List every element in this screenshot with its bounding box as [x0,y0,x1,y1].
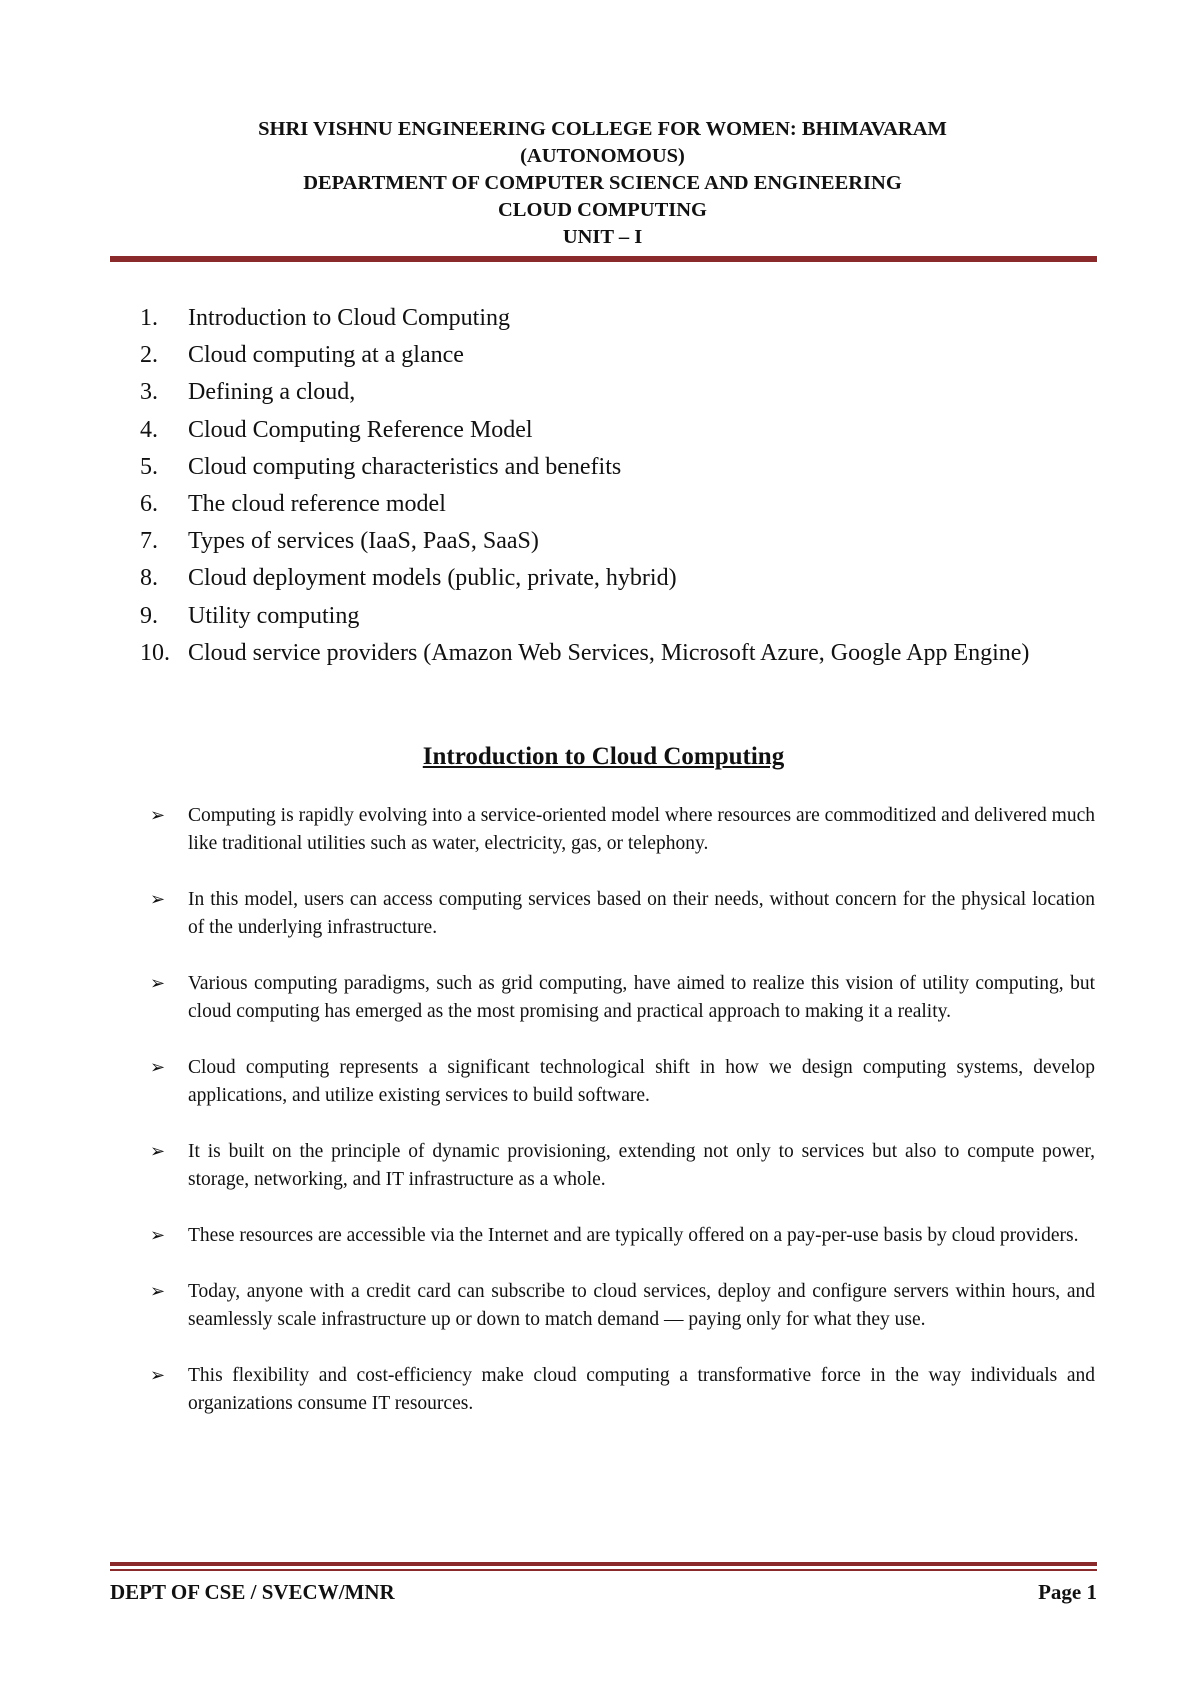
bullet-item [150,1362,1095,1418]
arrow-bullet-icon: ➢ [150,805,166,826]
topic-text: Cloud Computing Reference Model [188,416,533,443]
autonomous-label: (AUTONOMOUS) [520,145,685,167]
bullet-item [150,802,1095,858]
college-name: SHRI VISHNU ENGINEERING COLLEGE FOR WOMEN: BHIMAVARAM [258,118,947,140]
topic-number: 3. [140,379,158,406]
topic-item [140,412,1095,449]
topic-text: Defining a cloud, [188,379,356,406]
topic-item [140,486,1095,523]
topic-item [140,635,1095,672]
arrow-bullet-icon: ➢ [150,1057,166,1078]
bullet-list [150,802,1095,1446]
topic-text: Introduction to Cloud Computing [188,305,510,331]
topic-text: Utility computing [188,602,360,629]
footer-divider-thick [110,1562,1097,1566]
bullet-text: Today, anyone with a credit card can subscribe to cloud services, deploy and configure servers within hours, and seamlessly scale infrastructure up or down to match demand — paying only for what they use. [188,1281,1095,1330]
bullet-item [150,1054,1095,1110]
bullet-text: These resources are accessible via the Internet and are typically offered on a pay-per-use basis by cloud providers. [188,1225,1079,1246]
bullet-item [150,886,1095,942]
topic-number: 4. [140,416,158,443]
topic-item [140,523,1095,560]
section-heading: Introduction to Cloud Computing [422,743,785,770]
topic-item [140,374,1095,411]
page-number: Page 1 [1038,1580,1097,1604]
topic-number: 10. [140,639,170,666]
department-name: DEPARTMENT OF COMPUTER SCIENCE AND ENGINEERING [303,172,902,194]
topic-text: Cloud computing at a glance [188,342,464,369]
unit-label: UNIT – I [562,226,643,248]
topic-number: 7. [140,528,158,555]
topic-text: Cloud computing characteristics and benefits [188,453,622,480]
header-divider [110,256,1097,262]
topic-number: 5. [140,453,158,480]
bullet-text: This flexibility and cost-efficiency make cloud computing a transformative force in the way individuals and organizations consume IT resources. [188,1365,1095,1414]
arrow-bullet-icon: ➢ [150,973,166,994]
bullet-item [150,1138,1095,1194]
document-header [110,116,1095,251]
arrow-bullet-icon: ➢ [150,1365,166,1386]
bullet-item [150,1278,1095,1334]
topic-number: 8. [140,565,158,592]
footer-divider-thin [110,1569,1097,1571]
course-title: CLOUD COMPUTING [498,199,707,221]
bullet-text: In this model, users can access computing services based on their needs, without concern for the physical location of the underlying infrastructure. [188,889,1095,938]
page-footer [110,1578,1097,1606]
topic-text: Types of services (IaaS, PaaS, SaaS) [188,528,539,555]
bullet-text: It is built on the principle of dynamic provisioning, extending not only to services but also to compute power, storage, networking, and IT infrastructure as a whole. [188,1141,1095,1190]
bullet-item [150,970,1095,1026]
topic-item [140,560,1095,597]
topic-text: Cloud service providers (Amazon Web Services, Microsoft Azure, Google App Engine) [188,639,1030,666]
topic-list [140,300,1095,672]
topic-item [140,337,1095,374]
arrow-bullet-icon: ➢ [150,1281,166,1302]
topic-text: Cloud deployment models (public, private, hybrid) [188,565,677,592]
topic-number: 9. [140,602,158,629]
topic-number: 6. [140,491,158,518]
arrow-bullet-icon: ➢ [150,1141,166,1162]
arrow-bullet-icon: ➢ [150,1225,166,1246]
footer-department: DEPT OF CSE / SVECW/MNR [110,1580,395,1604]
bullet-item [150,1222,1095,1250]
topic-number: 2. [140,342,158,369]
arrow-bullet-icon: ➢ [150,889,166,910]
topic-item [140,449,1095,486]
topic-item [140,300,1095,337]
topic-text: The cloud reference model [188,491,446,518]
topic-item [140,598,1095,635]
topic-number: 1. [140,305,158,331]
bullet-text: Computing is rapidly evolving into a service-oriented model where resources are commoditized and delivered much like traditional utilities such as water, electricity, gas, or telephony. [188,805,1095,854]
bullet-text: Various computing paradigms, such as grid computing, have aimed to realize this vision of utility computing, but cloud computing has emerged as the most promising and practical approach to making it a reality. [188,973,1095,1022]
bullet-text: Cloud computing represents a significant technological shift in how we design computing systems, develop applications, and utilize existing services to build software. [188,1057,1095,1106]
